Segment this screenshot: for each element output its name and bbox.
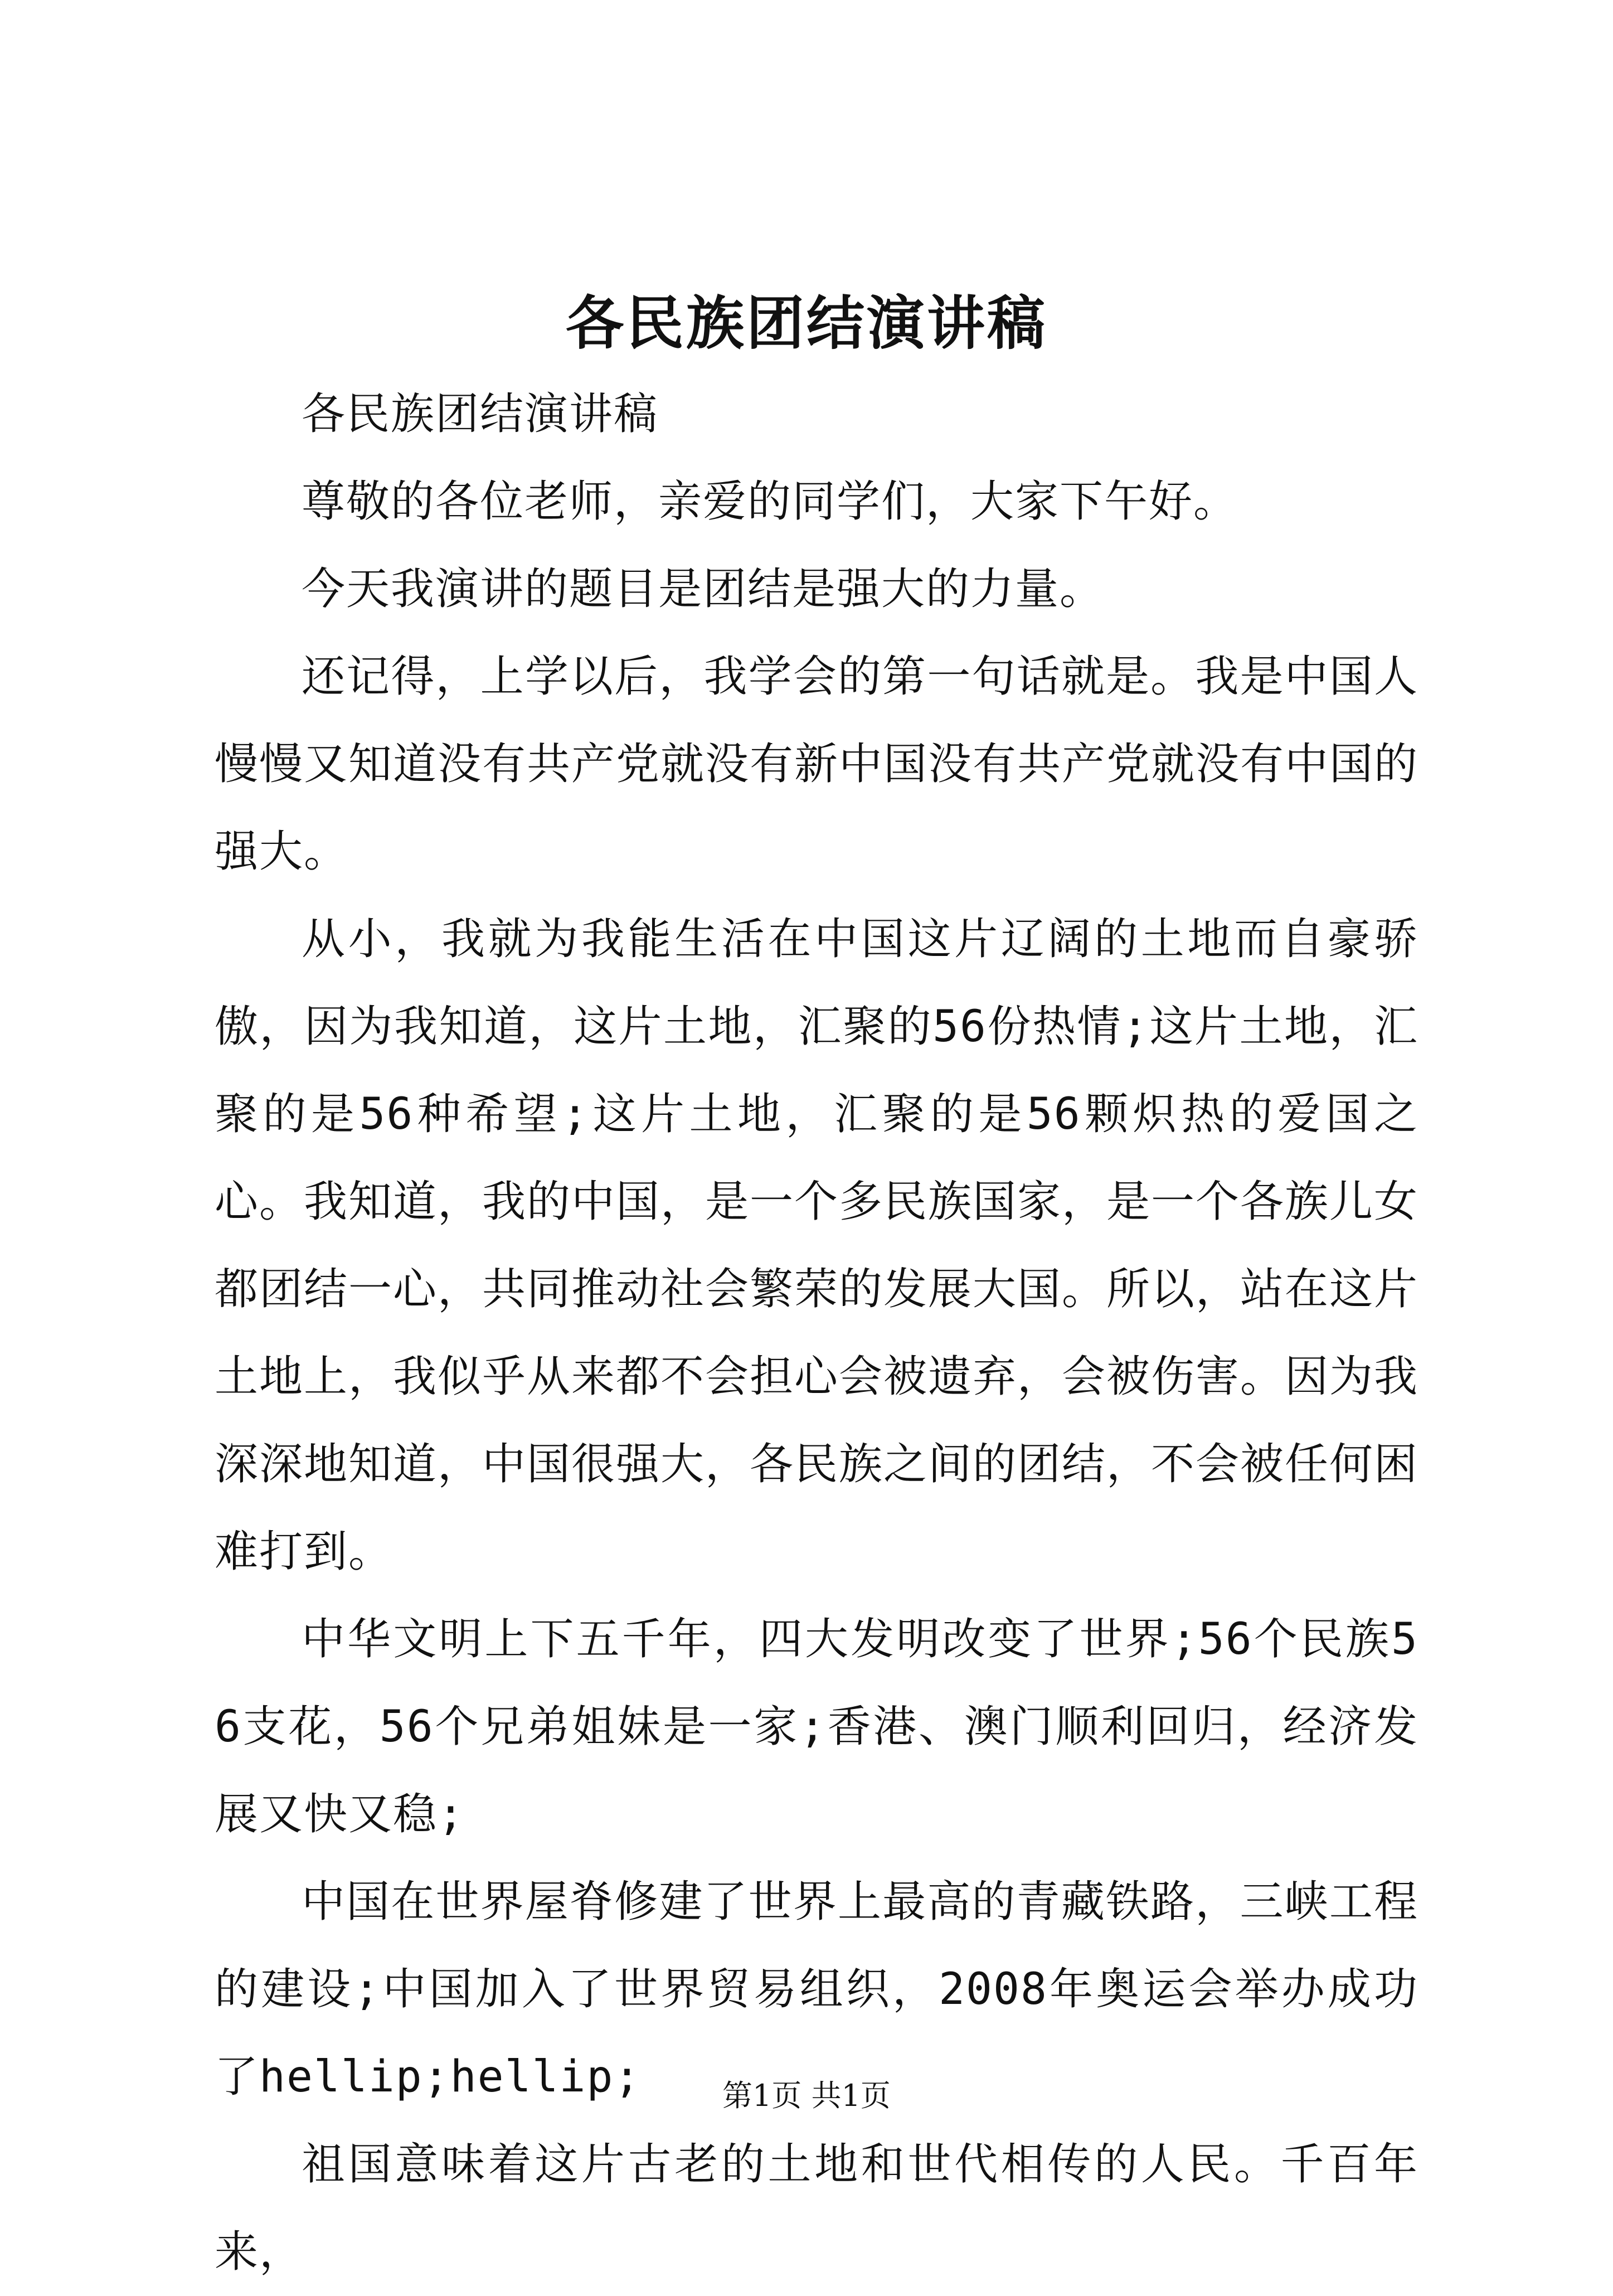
paragraph: 从小，我就为我能生活在中国这片辽阔的土地而自豪骄傲，因为我知道，这片土地，汇聚的56份热情;这片土地，汇聚的是56种希望;这片土地，汇聚的是56颗炽热的爱国之心。我知道，我的中国，是一个多民族国家，是一个各族儿女都团结一心，共同推动社会繁荣的发展大国。所以，站在这片土地上，我似乎从来都不会担心会被遗弃，会被伤害。因为我深深地知道，中国很强大，各民族之间的团结，不会被任何困难打到。 [215, 914, 1419, 1577]
paragraph: 中国在世界屋脊修建了世界上最高的青藏铁路，三峡工程的建设;中国加入了世界贸易组织，2008年奥运会举办成功了hellip;hellip; [215, 1877, 1418, 2102]
paragraph: 尊敬的各位老师，亲爱的同学们，大家下午好。 [302, 477, 1238, 527]
document-body [215, 371, 1418, 2296]
paragraph: 中华文明上下五千年，四大发明改变了世界;56个民族56支花，56个兄弟姐妹是一家;香港、澳门顺利回归，经济发展又快又稳; [215, 1614, 1418, 1839]
document-title: 各民族团结演讲稿 [565, 289, 1047, 357]
paragraph: 祖国意味着这片古老的土地和世代相传的人民。千百年来， [215, 2139, 1418, 2277]
paragraph: 各民族团结演讲稿 [302, 389, 659, 439]
paragraph: 还记得，上学以后，我学会的第一句话就是。我是中国人慢慢又知道没有共产党就没有新中国没有共产党就没有中国的强大。 [215, 652, 1419, 877]
paragraph: 今天我演讲的题目是团结是强大的力量。 [302, 564, 1105, 614]
page-footer: 第1页 共1页 [722, 2078, 891, 2113]
